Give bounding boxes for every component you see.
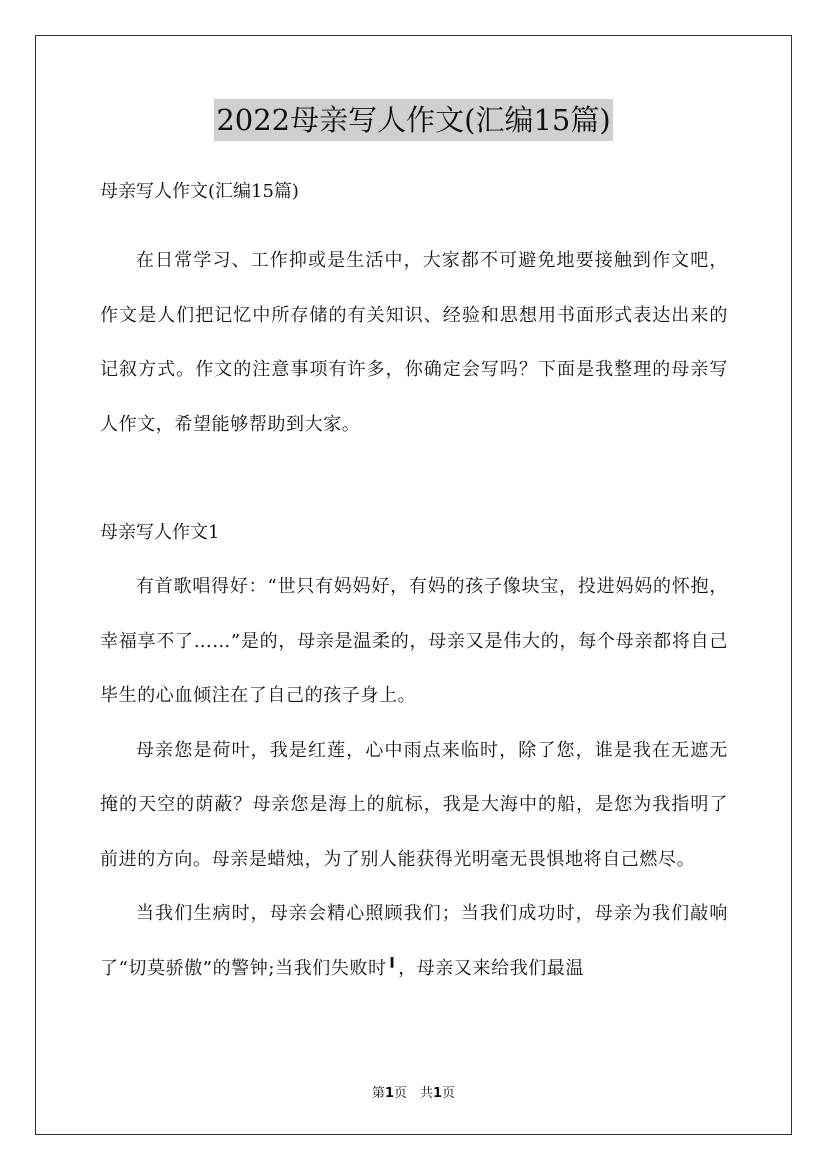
page-footer xyxy=(0,1082,827,1101)
footer-suffix: 页 xyxy=(442,1086,456,1101)
title-wrap xyxy=(0,99,827,141)
body-paragraph: 当我们生病时，母亲会精心照顾我们；当我们成功时，母亲为我们敲响了“切莫骄傲”的警钟;当我们失败时╹，母亲又来给我们最温 xyxy=(100,903,728,979)
document-title: 2022母亲写人作文(汇编15篇) xyxy=(214,99,612,141)
intro-paragraph: 在日常学习、工作抑或是生活中，大家都不可避免地要接触到作文吧，作文是人们把记忆中所存储的有关知识、经验和思想用书面形式表达出来的记叙方式。作文的注意事项有许多，你确定会写吗？下面是我整理的母亲写人作文，希望能够帮助到大家。 xyxy=(100,250,728,435)
footer-page-number: 1 xyxy=(384,1086,394,1101)
body-paragraph: 有首歌唱得好：“世只有妈妈好，有妈的孩子像块宝，投进妈妈的怀抱，幸福享不了……”是的，母亲是温柔的，母亲又是伟大的，每个母亲都将自己毕生的心血倾注在了自己的孩子身上。 xyxy=(100,576,728,706)
footer-mid: 页 共 xyxy=(393,1086,433,1101)
document-body xyxy=(100,172,728,996)
section-heading: 母亲写人作文1 xyxy=(100,522,220,543)
document-subtitle: 母亲写人作文(汇编15篇) xyxy=(100,181,299,202)
footer-total-pages: 1 xyxy=(433,1086,443,1101)
body-paragraph: 母亲您是荷叶，我是红莲，心中雨点来临时，除了您，谁是我在无遮无掩的天空的荫蔽？母亲您是海上的航标，我是大海中的船，是您为我指明了前进的方向。母亲是蜡烛，为了别人能获得光明毫无畏惧地将自己燃尽。 xyxy=(100,739,728,870)
footer-prefix: 第 xyxy=(371,1086,385,1101)
